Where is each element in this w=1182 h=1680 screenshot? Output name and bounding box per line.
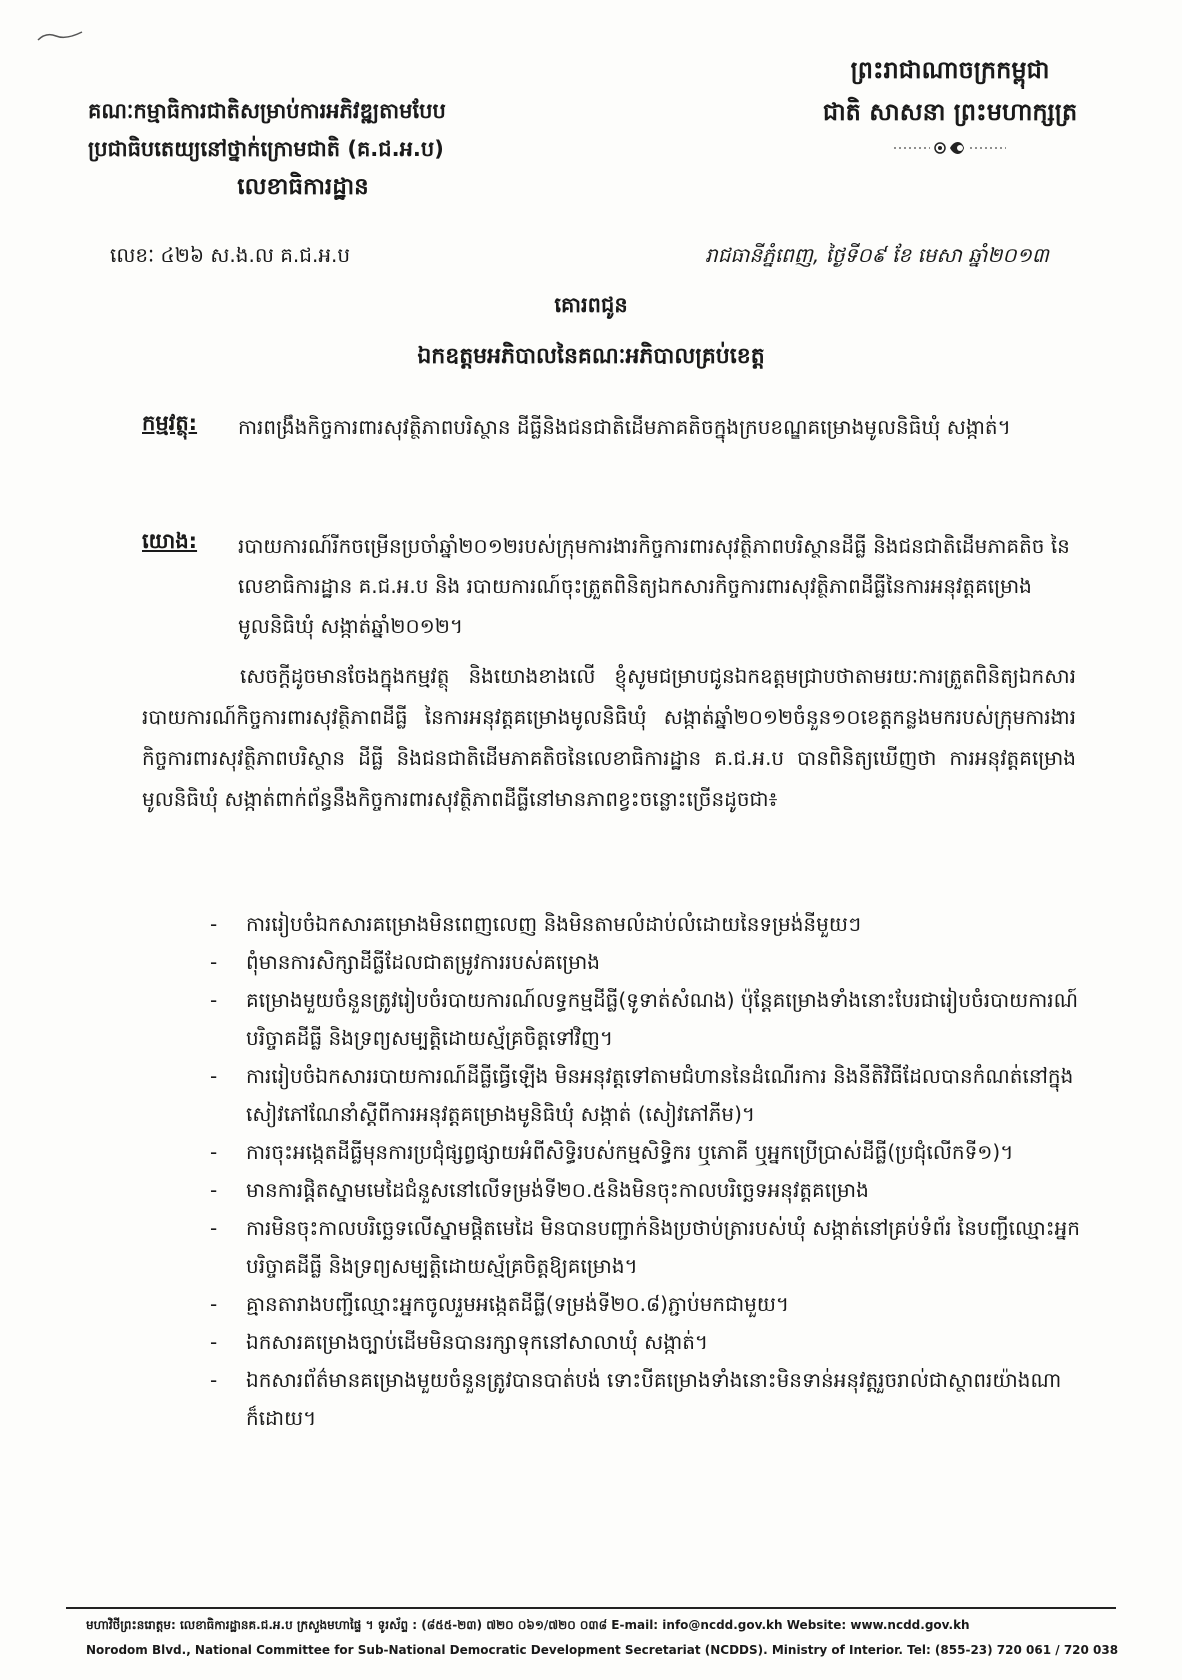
bullet-dash: -	[210, 1178, 218, 1202]
list-item-text: ការមិនចុះកាលបរិច្ឆេទលើស្នាមផ្តិតមេដៃ មិនបានបញ្ជាក់និងប្រថាប់ត្រារបស់ឃុំ សង្កាត់នៅគ្រប់ទំព័រ នៃបញ្ជីឈ្មោះអ្នកបរិច្ចាគដីធ្លី និងទ្រព្យសម្បត្តិដោយស្ម័គ្រចិត្តឱ្យគម្រោង។	[246, 1216, 1080, 1278]
list-item-text: ការរៀបចំឯកសាររបាយការណ៍ដីធ្លីធ្វើឡើង មិនអនុវត្តទៅតាមជំហាននៃដំណើរការ និងនីតិវិធីដែលបានកំណត់នៅក្នុងសៀវភៅណែនាំស្តីពីការអនុវត្តគម្រោងមូនិធិឃុំ សង្កាត់ (សៀវភៅភីម)។	[246, 1064, 1074, 1126]
kingdom-title: ព្រះរាជាណាចក្រកម្ពុជា	[850, 56, 1050, 84]
subject-label: កម្មវត្ថុ:	[142, 411, 198, 435]
reference-text: របាយការណ៍រីកចម្រើនប្រចាំឆ្នាំ២០១២របស់ក្រុមការងារកិច្ចការពារសុវត្ថិភាពបរិស្ថានដីធ្លី និងជនជាតិដើមភាគតិច នៃលេខាធិការដ្ឋាន គ.ជ.អ.ប និង របាយការណ៍ចុះត្រួតពិនិត្យឯកសារកិច្ចការពារសុវត្ថិភាពដីធ្លីនៃការអនុវត្តគម្រោងមូលនិធិឃុំ សង្កាត់ឆ្នាំ២០១២។	[238, 534, 1070, 638]
subject-text: ការពង្រឹងកិច្ចការពារសុវត្ថិភាពបរិស្ថាន ដីធ្លីនិងជនជាតិដើមភាគតិចក្នុងក្របខណ្ឌគម្រោងមូលនិធិឃុំ សង្កាត់។	[238, 415, 1011, 439]
issues-list	[210, 905, 1080, 1437]
list-item-text: ពុំមានការសិក្សាដីធ្លីដែលជាតម្រូវការរបស់គម្រោង	[246, 950, 601, 974]
list-item-text: មានការផ្តិតស្នាមមេដៃជំនួសនៅលើទម្រង់ទី២០.៥និងមិនចុះកាលបរិច្ឆេទអនុវត្តគម្រោង	[246, 1178, 869, 1202]
footer-address-khmer: មហាវិថីព្រះនរោត្តម: លេខាធិការដ្ឋានគ.ជ.អ.ប ក្រសួងមហាផ្ទៃ ។ ទូរស័ព្ទ : (៨៥៥-២៣) ៧២០ ០៦១/៧២០ ០៣៨ E-mail: info@ncdd.gov.kh Website: www.ncdd.gov.kh	[86, 1618, 970, 1632]
list-item	[210, 1209, 1080, 1285]
recipient-line: ឯកឧត្តមអភិបាលនៃគណៈអភិបាលគ្រប់ខេត្ត	[417, 344, 765, 369]
salutation: គោរពជូន	[554, 293, 628, 317]
list-item	[210, 1171, 1080, 1209]
bullet-dash: -	[210, 912, 218, 936]
list-item-text: ការរៀបចំឯកសារគម្រោងមិនពេញលេញ និងមិនតាមលំដាប់លំដោយនៃទម្រង់នីមួយៗ	[246, 912, 862, 936]
bullet-dash: -	[210, 1064, 218, 1088]
list-item	[210, 1057, 1080, 1133]
list-item-text: ឯកសារគម្រោងច្បាប់ដើមមិនបានរក្សាទុកនៅសាលាឃុំ សង្កាត់។	[246, 1330, 709, 1354]
bullet-dash: -	[210, 988, 218, 1012]
committee-name-line1: គណៈកម្មាធិការជាតិសម្រាប់ការអភិវឌ្ឍតាមបែប	[88, 99, 446, 123]
document-date: រាជធានីភ្នំពេញ, ថ្ងៃទី០៩ ខែ មេសា ឆ្នាំ២០១៣	[705, 243, 1049, 267]
list-item	[210, 1285, 1080, 1323]
reference-number: លេខៈ ៤២៦ ស.ង.ល គ.ជ.អ.ប	[110, 243, 351, 267]
national-motto: ជាតិ សាសនា ព្រះមហាក្សត្រ	[822, 98, 1078, 126]
ornament-icon	[890, 136, 1010, 160]
bullet-dash: -	[210, 1216, 218, 1240]
body-paragraph: សេចក្តីដូចមានចែងក្នុងកម្មវត្ថុ និងយោងខាងលើ ខ្ញុំសូមជម្រាបជូនឯកឧត្តមជ្រាបថាតាមរយៈការត្រួតពិនិត្យឯកសាររបាយការណ៍កិច្ចការពារសុវត្ថិភាពដីធ្លី នៃការអនុវត្តគម្រោងមូលនិធិឃុំ សង្កាត់ឆ្នាំ២០១២ចំនួន១០ខេត្តកន្លងមករបស់ក្រុមការងារកិច្ចការពារសុវត្ថិភាពបរិស្ថាន ដីធ្លី និងជនជាតិដើមភាគតិចនៃលេខាធិការដ្ឋាន គ.ជ.អ.ប បានពិនិត្យឃើញថា ការអនុវត្តគម្រោងមូលនិធិឃុំ សង្កាត់ពាក់ព័ន្ធនឹងកិច្ចការពារសុវត្ថិភាពដីធ្លីនៅមានភាពខ្វះចន្លោះច្រើនដូចជា៖	[142, 664, 1076, 811]
scan-mark	[36, 26, 86, 46]
list-item-text: គម្រោងមួយចំនួនត្រូវរៀបចំរបាយការណ៍លទ្ធកម្មដីធ្លី(ទូទាត់សំណង) ប៉ុន្តែគម្រោងទាំងនោះបែរជារៀបចំរបាយការណ៍បរិច្ចាគដីធ្លី និងទ្រព្យសម្បត្តិដោយស្ម័គ្រចិត្តទៅវិញ។	[246, 988, 1079, 1050]
list-item	[210, 981, 1080, 1057]
committee-name-line2: ប្រជាធិបតេយ្យនៅថ្នាក់ក្រោមជាតិ (គ.ជ.អ.ប)	[88, 137, 444, 161]
list-item	[210, 905, 1080, 943]
footer-divider	[66, 1607, 1116, 1609]
bullet-dash: -	[210, 1292, 218, 1316]
list-item	[210, 1133, 1080, 1171]
bullet-dash: -	[210, 1140, 218, 1164]
kingdom-header	[760, 48, 1140, 160]
list-item-text: គ្មានតារាងបញ្ជីឈ្មោះអ្នកចូលរួមអង្កេតដីធ្លី(ទម្រង់ទី២០.៨)ភ្ជាប់មកជាមួយ។	[246, 1292, 790, 1316]
list-item-text: ការចុះអង្កេតដីធ្លីមុនការប្រជុំផ្សព្វផ្សាយអំពីសិទ្ធិរបស់កម្មសិទ្ធិករ ឬភោគី ឬអ្នកប្រើប្រាស់ដីធ្លី(ប្រជុំលើកទី១)។	[246, 1140, 1014, 1164]
bullet-dash: -	[210, 1330, 218, 1354]
secretariat-title: លេខាធិការដ្ឋាន	[237, 174, 369, 200]
reference-label: យោង:	[142, 529, 198, 553]
list-item	[210, 1361, 1080, 1437]
bullet-dash: -	[210, 1368, 218, 1392]
list-item	[210, 1323, 1080, 1361]
list-item	[210, 943, 1080, 981]
committee-header	[88, 92, 518, 206]
list-item-text: ឯកសារព័ត៌មានគម្រោងមួយចំនួនត្រូវបានបាត់បង់ ទោះបីគម្រោងទាំងនោះមិនទាន់អនុវត្តរួចរាល់ជាស្ថាពរយ៉ាងណាក៏ដោយ។	[246, 1368, 1062, 1430]
footer-address-english: Norodom Blvd., National Committee for Sub-National Democratic Development Secretariat (NCDDS). Ministry of Interior. Tel: (855-23) 720 061 / 720 038	[86, 1643, 1119, 1657]
bullet-dash: -	[210, 950, 218, 974]
